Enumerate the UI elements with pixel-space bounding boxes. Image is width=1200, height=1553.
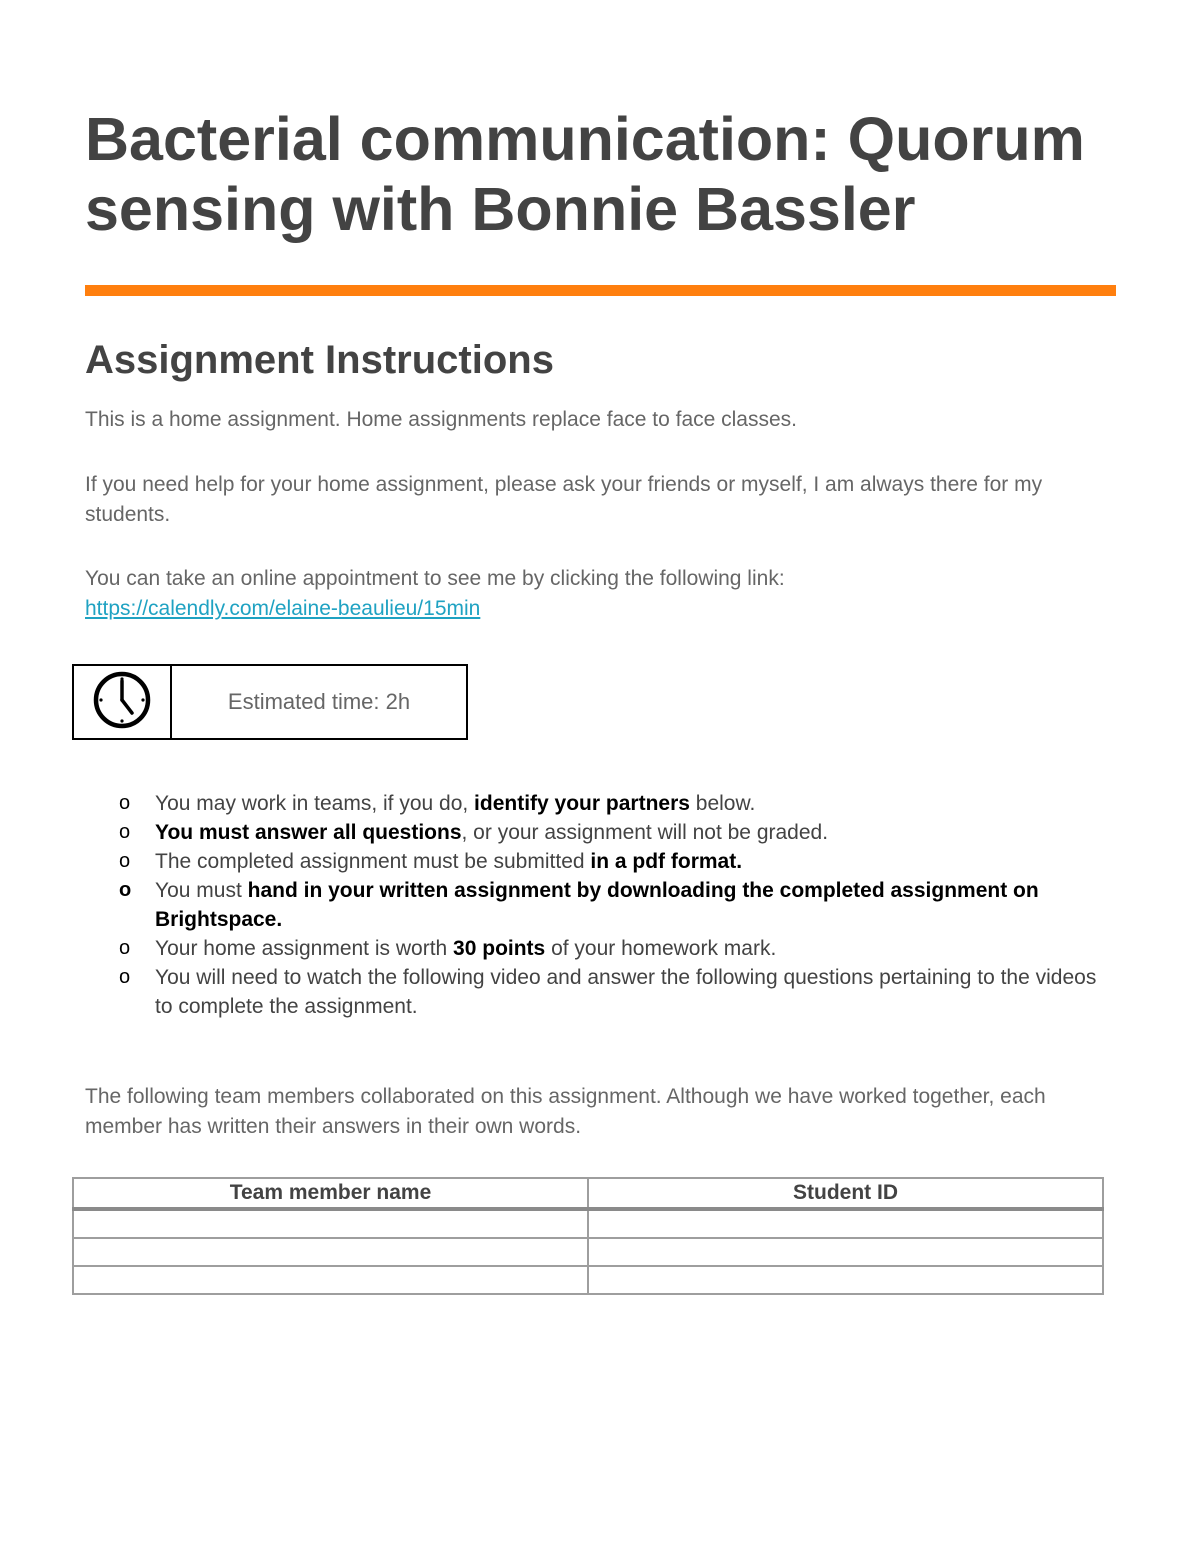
estimated-time-box (72, 664, 468, 740)
table-row (73, 1209, 1103, 1238)
name-cell[interactable] (73, 1209, 588, 1238)
list-item: o The completed assignment must be submitted in a pdf format. (85, 847, 1115, 876)
name-cell[interactable] (73, 1266, 588, 1294)
calendly-link[interactable]: https://calendly.com/elaine-beaulieu/15min (85, 597, 481, 620)
section-heading: Assignment Instructions (85, 338, 554, 382)
collaboration-note: The following team members collaborated on this assignment. Although we have worked together, each member has written their answers in their own words. (85, 1085, 1046, 1138)
list-item: o You will need to watch the following video and answer the following questions pertaining to the videos to complete the assignment. (85, 963, 1115, 1021)
team-members-table (72, 1177, 1104, 1295)
table-row (73, 1238, 1103, 1266)
intro-paragraph: This is a home assignment. Home assignments replace face to face classes. (85, 408, 797, 431)
appointment-text: You can take an online appointment to see me by clicking the following link: (85, 567, 785, 590)
instruction-list (85, 789, 1115, 1021)
document-title: Bacterial communication: Quorum sensing with Bonnie Bassler (85, 105, 1085, 243)
name-cell[interactable] (73, 1238, 588, 1266)
header-student-id: Student ID (588, 1178, 1103, 1209)
list-item: o You may work in teams, if you do, identify your partners below. (85, 789, 1115, 818)
list-item: o You must answer all questions, or your assignment will not be graded. (85, 818, 1115, 847)
clock-cell (74, 666, 172, 738)
estimated-time-label: Estimated time: 2h (227, 689, 411, 714)
id-cell[interactable] (588, 1209, 1103, 1238)
orange-divider (85, 285, 1116, 296)
id-cell[interactable] (588, 1266, 1103, 1294)
header-team-member-name: Team member name (73, 1178, 588, 1209)
table-header-row (73, 1178, 1103, 1209)
help-paragraph: If you need help for your home assignment, please ask your friends or myself, I am always there for my students. (85, 473, 1043, 526)
list-item: o Your home assignment is worth 30 points of your homework mark. (85, 934, 1115, 963)
clock-icon (92, 670, 152, 735)
id-cell[interactable] (588, 1238, 1103, 1266)
table-row (73, 1266, 1103, 1294)
list-item: o You must hand in your written assignment by downloading the completed assignment on Brightspace. (85, 876, 1115, 934)
appointment-paragraph (85, 564, 1115, 624)
